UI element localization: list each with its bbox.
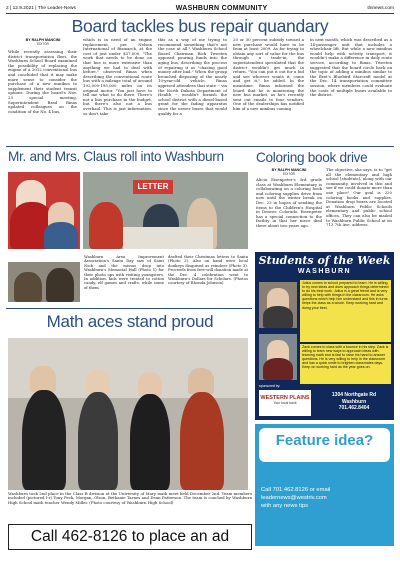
feature-title: Feature idea? [275,432,374,449]
sponsor-logo [259,390,311,416]
bus-story-column-4: 20 or 30 percent subsidy toward a new purchase would have to be from at least 2009. As for trying to obtain any sort of value for the bus through a trade-in, the superintendent speculated that the district wouldn't get much in return. "You can put it out for a bid and see whoever wants it, come and get it," he added. In the meantime, Rinas informed the board that he is monitoring the new bus market, as he's recently sent out emails to four vendors. One of the dealerships has notified him of a new minibus coming [233,38,304,111]
santa-photo-1 [8,172,80,249]
math-divider [6,308,252,309]
bus-story-role: EDITOR [37,42,49,46]
student-photo-1 [259,282,297,328]
bus-story-column-5: in next month, which was described as a 14-passenger unit that includes a wheelchair lift. But while a new minibus would help with activity transport, it wouldn't make a difference in daily route service, according to Rinas. Tweeten suggested that the board circle back on the topic of adding a minibus similar to the fleet's Bluebird Starcraft model at the Dec. 14 transportation committee session, where members could evaluate the costs of multiple buses available to the district. [310,38,392,98]
student-1-description: Julius comes to school prepared to learn. He is willing to try new ideas and does approach things determined to do his best work. Julius is a great friend and is very willing to help with things in the classroom. He asks questions which help him understand and this in turns helps the class as a whole. Keep working hard and doing your best. [302,281,389,310]
coloring-byline-block [256,168,322,176]
sponsor-logo-text: WESTERN PLAINS [260,395,310,401]
coloring-column-2: The objective, she says, is to "get all the elementary and high school [students], along with our community, involved in this and see if we could donate more than one place" Our goal is 220 coloring books and supplies. Donation drop boxes are located at Washburn Public Schools elementary and public school offices. They can also be mailed to Washburn Public School at its 713 7th Ave. address. [326,168,392,228]
sponsored-by: sponsored by: [259,384,281,388]
feature-line-1: Call 701.462.8126 or email [261,487,331,493]
student-1-box [300,280,391,342]
sponsor-address [317,392,391,412]
feature-line-2: leadernews@westriv.com [261,495,327,501]
reindeer-photo [8,262,80,302]
math-caption: Washburn took 2nd place in the Class B division at the University of Mary math meet held December 2nd. Team members included (pictured l-r) Tony Peck, Morgan, Olson, Bethanie Tarnes and Dean Patterson. The team is coached by Washburn High School math teacher Wendy Miller. (Photo courtesy of Washburn High School) [8,491,252,505]
student-2-box [300,344,391,384]
bus-story-headline: Board tackles bus repair quandary [71,16,329,36]
section-divider [6,146,394,147]
feature-contact [261,486,388,510]
place-ad-text: Call 462-8126 to place an ad [30,528,230,545]
bus-story-byline-block [8,38,78,46]
santa-photo-2 [83,172,248,249]
claus-caption-1: Washburn Area Improvement Association's Santa Day saw of Saint Nick and the missus drop into Washburn's Memorial Hall (Photo 1) for their photo ops with visiting youngsters. In addition, kids were treated to cotton candy, elf games and crafts, while some of them [84,254,164,290]
coloring-headline: Coloring book drive [256,150,368,165]
bus-story-byline: BY RALPH MANCINI [25,38,61,42]
students-title: Students of the Week [258,254,391,267]
sponsor-logo-subtext: Your local bank [273,401,297,405]
letter-sign: LETTER [133,180,173,194]
sponsor-address-street: 1304 Northgate Rd [331,392,377,398]
claus-caption-2: drafted their Christmas letters to Santa (Photo 2). Also on hand were local donkeys disguised as reindeer (Photo 3). Proceeds from free-will donation made at the Dec. 4 celebration went to Washburn's Dollars for Scholars. (Photos courtesy of Rhonda Johnson) [168,254,248,286]
sponsor-address-city: Washburn [341,398,367,405]
students-city: WASHBURN [297,268,352,275]
bus-story-column-2: which is in need of an engine replacement, per Nelson International of Bismarck, at the cost of just under $37,000. "The work that needs to be done on that bus is more extensive than anything we had to deal with before," observed Rinas when describing the conventional route bus with a mileage total of around 192,000-195,000 miles on its original motor. "You just have to tell me what to do there. There's not a bus purchase in the budget, but there's also not a bus overhaul. This is just information, so don't take [83,38,152,116]
student-2-description: Zack comes to class with a bounce in his step. Zack is willing to learn new ways to approach ideas with learning math and is fast to raise his hand to answer questions. He is very willing to help in the classroom and has a quick smile to brighten classmates days. Keep on working hard as the year goes on. [302,345,389,370]
sponsor-phone: 701.462.8404 [338,405,370,411]
bus-story-column-3: this as a way of me trying to recommend something that's not the case at all." Washburn School Board Chairman Rick Tweeten opposed pouring funds into the aging bus, describing the process of repairing it as "chasing good money after bad." When the group broached disposing of the nearly 10-year-old vehicle, Rinas apprised attendees that state -- via the North Dakota Department of Health -- wouldn't furnish the school district with a diesel-based grant for the fading apparatus since the newer buses that would qualify for a [158,38,227,116]
math-team-photo [8,338,248,490]
coloring-byline: BY RALPH MANCINI [271,168,307,172]
feature-idea-ad [255,424,394,546]
bus-story-column-1: While recently assessing their district transportation fleet, the Washburn School Board examined the possibility of replacing the engine of a 2012 conventional bus and concluded that it may make more sense to consider the purchase of a new minibus to supplement their student transit options. During the board's Nov. 23 special meeting, Superintendent Brad Rinas updated colleagues on the condition of the No. 4 bus, [8,50,77,114]
students-of-week-ad [255,252,394,420]
section-title: WASHBURN COMMUNITY [175,4,268,12]
coloring-role: EDITOR [283,172,295,176]
site-url: tlnnews.com [367,5,394,11]
coloring-column-1: Alicia Eisenpeter's 3rd grade class at Washburn Elementary is collaborating on a coloring book and coloring supplies drive from now until the winter break on Dec. 23 in hopes of sending the items to the Children's Hospital in Denver, Colorado. Eisenpeter has a special connection to the facility in that her niece died there about two years ago. [256,178,322,228]
page-header [6,3,394,14]
claus-headline: Mr. and Mrs. Claus roll into Washburn [8,149,224,164]
student-photo-2 [259,334,297,380]
place-ad-banner [8,524,252,550]
page-date-publication: 2 | 12.9.2021 | The Leader-News [6,5,76,11]
feature-line-3: with any news tips [261,503,309,509]
math-headline: Math aces stand proud [46,312,214,331]
